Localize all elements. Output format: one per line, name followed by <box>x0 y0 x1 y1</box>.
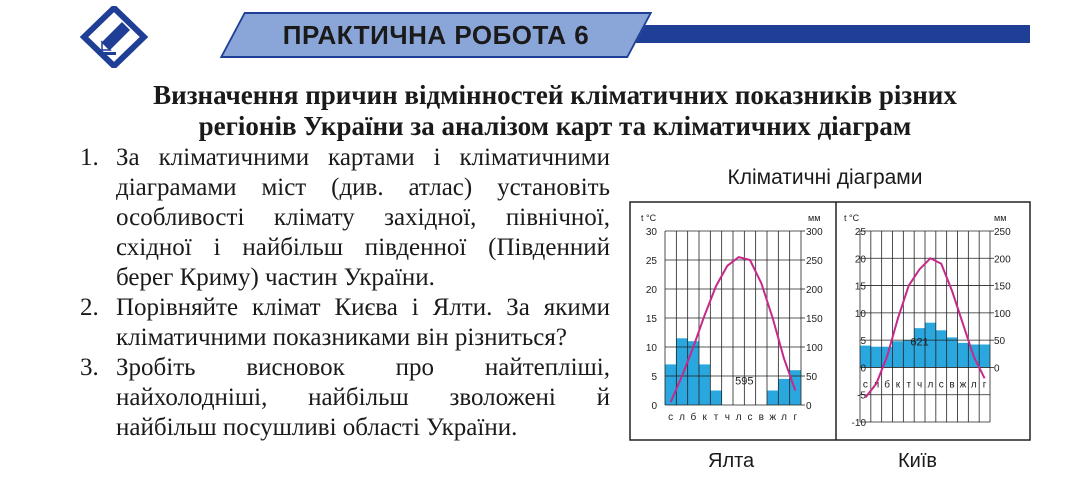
work-subtitle <box>100 80 1010 142</box>
climate-chart-kyiv <box>844 213 1011 429</box>
precip-bar <box>710 391 721 406</box>
month-label: л <box>781 412 787 423</box>
precip-tick-label: 0 <box>994 363 1000 375</box>
temp-tick-label: 20 <box>854 254 866 266</box>
task-number: 3. <box>80 354 99 381</box>
month-label: л <box>873 379 880 391</box>
temp-tick-label: 10 <box>645 343 657 354</box>
precip-bar <box>778 379 789 405</box>
precip-tick-label: 150 <box>806 314 823 325</box>
precip-bar <box>665 364 676 405</box>
precip-tick-label: 100 <box>994 308 1011 320</box>
month-label: л <box>735 412 742 423</box>
climate-diagrams <box>628 200 1034 444</box>
precip-bar <box>699 364 710 405</box>
month-label: с <box>862 379 868 391</box>
precip-tick-label: 200 <box>806 285 823 296</box>
precip-bar <box>893 341 904 367</box>
precip-axis-label: мм <box>994 213 1007 223</box>
month-label: с <box>668 412 674 423</box>
subtitle-line-1: Визначення причин відмінностей кліматичних показників різних <box>153 80 957 110</box>
temp-tick-label: 20 <box>645 285 657 296</box>
precip-bar <box>871 347 882 368</box>
precip-total-label: 595 <box>735 375 754 388</box>
temp-tick-label: -10 <box>851 418 866 429</box>
chart-title: Кліматичні діаграми <box>727 166 923 189</box>
precip-bar <box>947 337 958 367</box>
precip-tick-label: 50 <box>806 372 818 383</box>
task-list <box>80 143 610 443</box>
precip-tick-label: 250 <box>994 227 1011 238</box>
temp-tick-label: 10 <box>854 308 866 320</box>
temp-tick-label: -5 <box>857 390 866 402</box>
month-label: г <box>982 379 987 391</box>
precip-bar <box>676 338 687 405</box>
task-number: 2. <box>80 294 99 321</box>
precip-tick-label: 50 <box>994 336 1006 348</box>
precip-bar <box>936 330 947 367</box>
task-text: Зробіть висновок про найтепліші, найхолодніші, найбільш зволожені й найбільш посушливі області України. <box>116 354 610 441</box>
city-label-yalta: Ялта <box>708 450 755 472</box>
month-label: т <box>906 379 912 391</box>
month-label: л <box>679 412 685 423</box>
climate-chart-yalta <box>641 213 823 423</box>
precip-tick-label: 250 <box>806 256 823 267</box>
precip-bar <box>767 391 778 406</box>
task-item <box>80 353 610 443</box>
month-label: л <box>970 379 977 391</box>
page-title: ПРАКТИЧНА РОБОТА 6 <box>282 19 590 50</box>
precip-bar <box>958 343 969 368</box>
precip-bar <box>688 341 699 405</box>
temp-tick-label: 25 <box>854 227 866 238</box>
precip-tick-label: 0 <box>806 401 812 412</box>
temp-axis-label: t °C <box>641 213 657 223</box>
task-item <box>80 143 610 293</box>
temp-tick-label: 0 <box>651 401 657 412</box>
city-label-kyiv: Київ <box>898 450 938 472</box>
temp-tick-label: 5 <box>651 372 657 383</box>
pencil-icon <box>80 6 148 68</box>
precip-tick-label: 150 <box>994 281 1011 293</box>
precip-tick-label: 200 <box>994 254 1011 266</box>
temp-tick-label: 25 <box>645 256 657 267</box>
temp-tick-label: 30 <box>645 227 657 238</box>
month-label: б <box>884 379 890 391</box>
month-label: с <box>747 412 753 423</box>
month-label: г <box>793 412 798 423</box>
month-label: к <box>702 412 707 423</box>
temp-tick-label: 15 <box>854 281 866 293</box>
task-text: За кліматичними картами і кліматичними діаграмами міст (див. атлас) установіть особливості клімату західної, північної, східної і найбільш південної (Південний берег Криму) частин України. <box>116 144 610 291</box>
subtitle-line-2: регіонів України за аналізом карт та кліматичних діаграм <box>198 111 912 141</box>
month-label: ч <box>724 412 730 423</box>
precip-total-label: 621 <box>910 336 929 349</box>
month-label: ж <box>959 379 967 391</box>
task-item <box>80 293 610 353</box>
task-text: Порівняйте клімат Києва і Ялти. За якими кліматичними показниками він різниться? <box>116 294 610 351</box>
temp-tick-label: 0 <box>860 363 866 375</box>
month-label: ж <box>769 412 777 423</box>
month-label: т <box>713 412 719 423</box>
month-label: в <box>949 379 955 391</box>
task-number: 1. <box>80 144 99 171</box>
precip-bar <box>979 345 990 368</box>
precip-tick-label: 100 <box>806 343 823 354</box>
title-band <box>590 25 1030 43</box>
temp-tick-label: 5 <box>860 336 866 348</box>
month-label: в <box>758 412 764 423</box>
month-label: ч <box>916 379 923 391</box>
precip-tick-label: 300 <box>806 227 823 238</box>
precip-axis-label: мм <box>808 213 821 223</box>
temp-tick-label: 15 <box>645 314 657 325</box>
month-label: к <box>895 379 901 391</box>
temp-axis-label: t °C <box>844 213 860 223</box>
month-label: с <box>938 379 944 391</box>
month-label: б <box>690 412 697 423</box>
month-label: л <box>927 379 934 391</box>
